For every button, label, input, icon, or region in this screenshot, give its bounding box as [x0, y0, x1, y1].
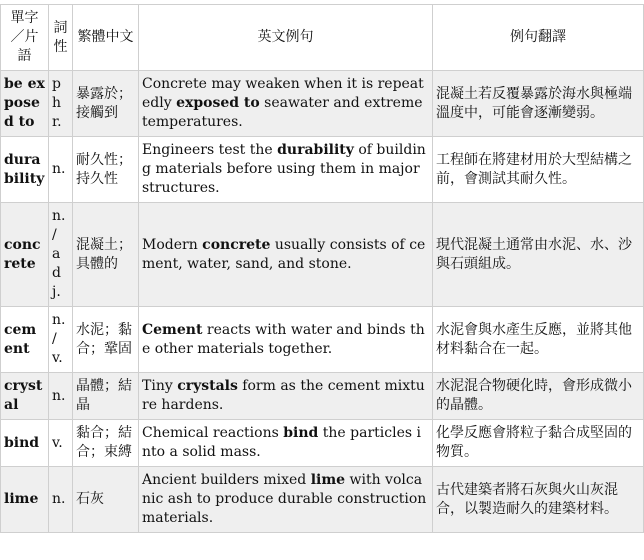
cell-word: durability	[1, 137, 49, 203]
example-text: of building materials before using them in major structures.	[142, 142, 426, 196]
example-keyword: exposed to	[176, 95, 260, 111]
cell-translation: 混凝土若反覆暴露於海水與極端溫度中，可能會逐漸變弱。	[433, 71, 644, 137]
header-row	[1, 5, 644, 71]
cell-translation: 水泥混合物硬化時，會形成微小的晶體。	[433, 373, 644, 420]
cell-pos: n. / adj.	[49, 203, 73, 307]
example-text: Engineers test the	[142, 142, 278, 158]
cell-pos: phr.	[49, 71, 73, 137]
example-text: Tiny	[142, 378, 178, 394]
header-example: 英文例句	[139, 5, 433, 71]
cell-pos: n. / v.	[49, 307, 73, 373]
header-zh: 繁體中文	[73, 5, 139, 71]
example-text: with volcanic ash to produce durable construction materials.	[142, 472, 427, 526]
cell-example	[139, 420, 433, 467]
example-text: Ancient builders mixed	[142, 472, 311, 488]
table-row	[1, 203, 644, 307]
cell-zh: 水泥；黏合；鞏固	[73, 307, 139, 373]
cell-example	[139, 203, 433, 307]
example-keyword: durability	[277, 142, 354, 158]
cell-word: lime	[1, 467, 49, 533]
cell-zh: 暴露於；接觸到	[73, 71, 139, 137]
cell-example	[139, 467, 433, 533]
example-text: form as the cement mixture hardens.	[142, 378, 425, 413]
cell-word: be exposed to	[1, 71, 49, 137]
cell-zh: 混凝土；具體的	[73, 203, 139, 307]
cell-translation: 水泥會與水產生反應，並將其他材料黏合在一起。	[433, 307, 644, 373]
table-row	[1, 373, 644, 420]
cell-pos: n.	[49, 373, 73, 420]
cell-example	[139, 71, 433, 137]
example-keyword: concrete	[202, 236, 271, 253]
example-keyword: bind	[283, 425, 319, 441]
header-pos: 詞性	[49, 5, 73, 71]
table-row	[1, 467, 644, 533]
cell-translation: 化學反應會將粒子黏合成堅固的物質。	[433, 420, 644, 467]
example-text: Chemical reactions	[142, 425, 284, 441]
header-word: 單字／片語	[1, 5, 49, 71]
cell-translation: 古代建築者將石灰與火山灰混合，以製造耐久的建築材料。	[433, 467, 644, 533]
example-text: seawater and extreme temperatures.	[142, 95, 423, 130]
cell-zh: 黏合；結合；束縛	[73, 420, 139, 467]
cell-translation: 工程師在將建材用於大型結構之前，會測試其耐久性。	[433, 137, 644, 203]
table-row	[1, 420, 644, 467]
cell-example	[139, 307, 433, 373]
cell-word: cement	[1, 307, 49, 373]
cell-translation: 現代混凝土通常由水泥、水、沙與石頭組成。	[433, 203, 644, 307]
example-keyword: Cement	[142, 321, 203, 338]
cell-example	[139, 373, 433, 420]
cell-example	[139, 137, 433, 203]
cell-pos: v.	[49, 420, 73, 467]
table-row	[1, 307, 644, 373]
example-text: usually consists of cement, water, sand, and stone.	[142, 236, 426, 272]
cell-zh: 耐久性；持久性	[73, 137, 139, 203]
example-keyword: crystals	[177, 378, 238, 394]
vocabulary-table	[0, 4, 644, 533]
cell-word: crystal	[1, 373, 49, 420]
cell-word: bind	[1, 420, 49, 467]
header-translation: 例句翻譯	[433, 5, 644, 71]
example-text: Concrete may weaken when it is repeatedly	[142, 76, 424, 111]
example-text: reacts with water and binds the other materials together.	[142, 321, 425, 357]
table-body	[1, 71, 644, 533]
cell-zh: 石灰	[73, 467, 139, 533]
cell-pos: n.	[49, 137, 73, 203]
example-keyword: lime	[310, 472, 346, 488]
table-row	[1, 137, 644, 203]
cell-word: concrete	[1, 203, 49, 307]
cell-zh: 晶體；結晶	[73, 373, 139, 420]
example-text: Modern	[142, 236, 203, 253]
table-header	[1, 5, 644, 71]
example-text: the particles into a solid mass.	[142, 425, 421, 460]
table-row	[1, 71, 644, 137]
cell-pos: n.	[49, 467, 73, 533]
